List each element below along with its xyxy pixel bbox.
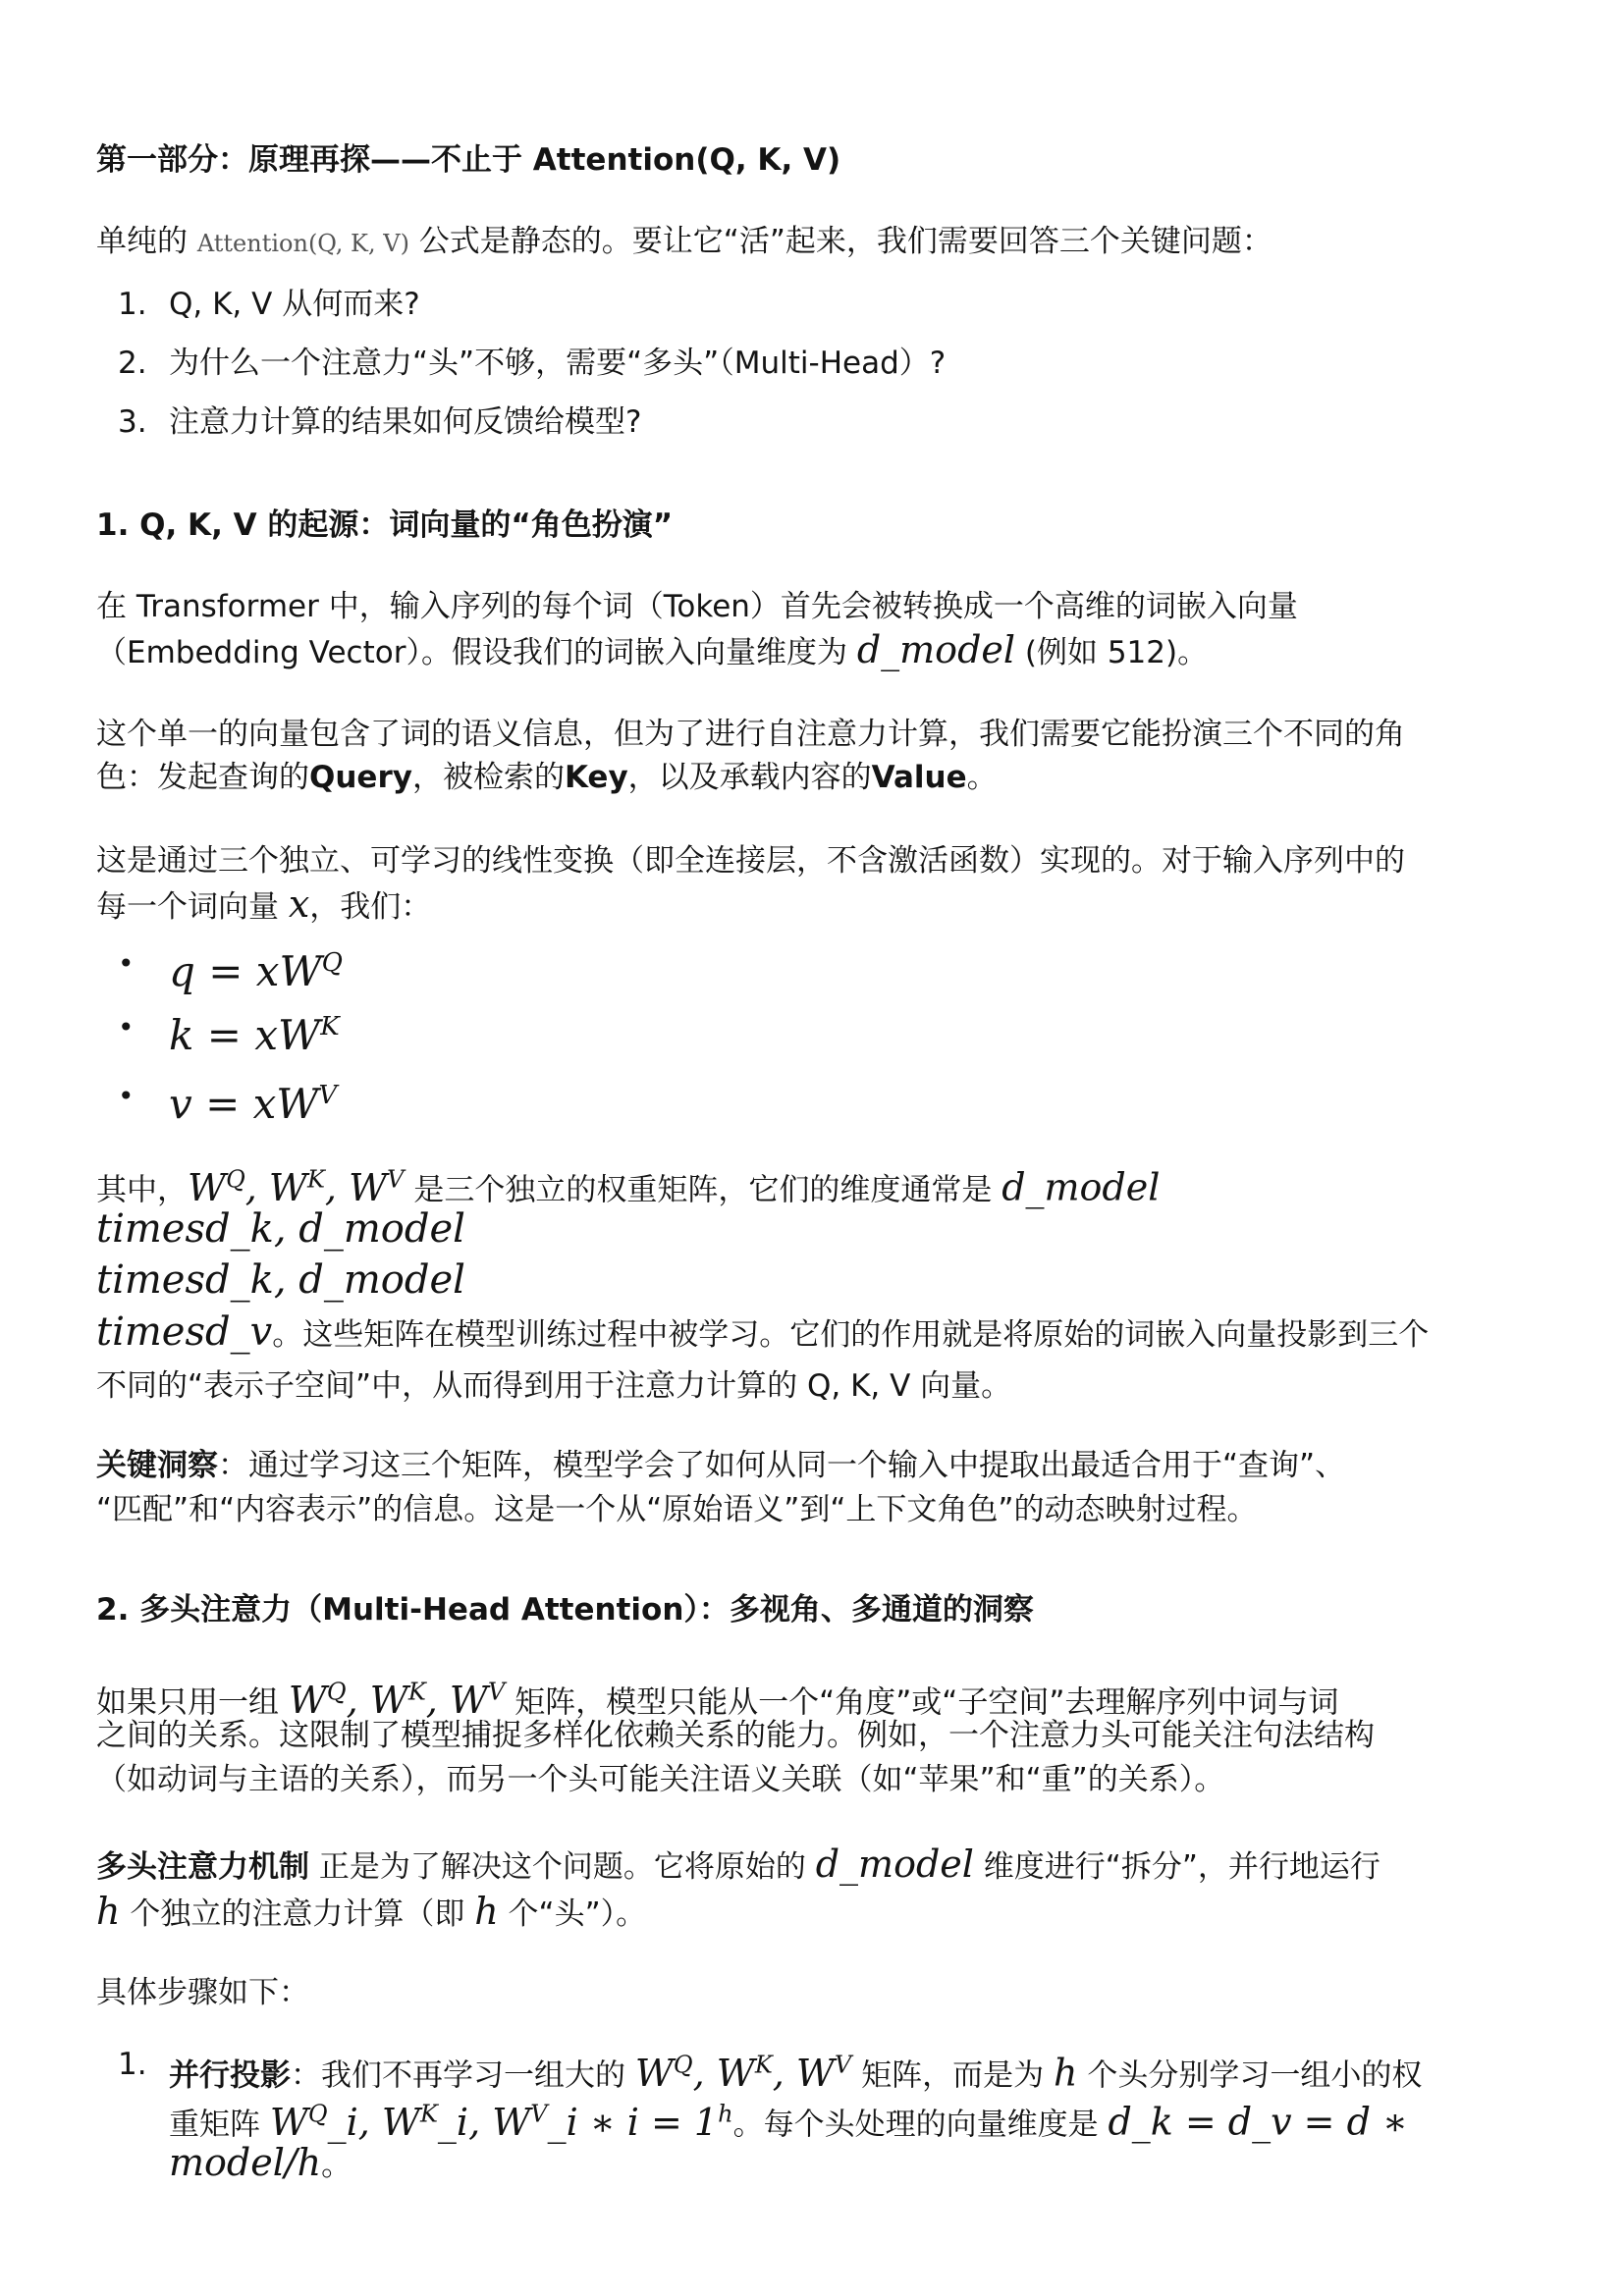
bullet-icon: • [118,1080,135,1112]
math-d-model: d_model [1001,1165,1161,1209]
paragraph-line: 多头注意力机制 正是为了解决这个问题。它将原始的 d_model 维度进行“拆分”，并行地运行 [96,1842,1380,1886]
math-weights: $W^Q$, $W^K$, $W^V$ [288,1678,506,1722]
paragraph-line: 色：发起查询的Query，被检索的Key，以及承载内容的Value。 [96,760,998,795]
paragraph-line: “匹配”和“内容表示”的信息。这是一个从“原始语义”到“上下文角色”的动态映射过程。 [96,1492,1258,1527]
formula-k: $k = xW^K$ [169,1011,340,1059]
part-heading: 第一部分：原理再探——不止于 Attention(Q, K, V) [96,142,841,178]
math-d-model: d_model [856,628,1016,671]
math-line: timesd_k, d_model [96,1206,465,1252]
section-heading: 2. 多头注意力（Multi-Head Attention）：多视角、多通道的洞察 [96,1592,1034,1628]
paragraph-line: 每一个词向量 x，我们： [96,882,432,926]
paragraph-line: 不同的“表示子空间”中，从而得到用于注意力计算的 Q, K, V 向量。 [96,1368,1012,1404]
math-model-h: model/h [169,2141,322,2184]
section-heading: 1. Q, K, V 的起源：词向量的“角色扮演” [96,507,674,543]
document-page: 第一部分：原理再探——不止于 Attention(Q, K, V) 单纯的 Attention(Q, K, V) 公式是静态的。要让它“活”起来，我们需要回答三个关键问题： 1. Q, K, V 从何而来? 2. 为什么一个注意力“头”不够，需要“多头”（Multi-Head）? 3. 注意力计算的结果如何反馈给模型? 1. Q, K, V 的起源：词向量的“角色扮演” 在 Transformer 中，输入序列的每个词（Token）首先会被转换成一个高维的词嵌入向量 （Embedding Vector）。假设我们的词嵌入向量维度为 d_model (例如 512)。 这个单一的向量包含了词的语义信息，但为了进行自注意力计算，我们需要它能扮演三个不同的角 色：发起查询的Query，被检索的Key，以及承载内容的Value。 这是通过三个独立、可学习的线性变换（即全连接层，不含激活函数）实现的。对于输入序列中的 每一个词向量 x，我们： • $q = xW^Q$ • $k = xW^K$ • $v = xW^V$ 其中，$W^Q$, $W^K$, $W^V$ 是三个独立的权重矩阵，它们的维度通常是 d_model timesd_k, d_model timesd_k, d_model timesd_v。这些矩阵在模型训练过程中被学习。它们的作用就是将原始的词嵌入向量投影到三个 不同的“表示子空间”中，从而得到用于注意力计算的 Q, K, V 向量。 关键洞察：通过学习这三个矩阵，模型学会了如何从同一个输入中提取出最适合用于“查询”、 “匹配”和“内容表示”的信息。这是一个从“原始语义”到“上下文角色”的动态映射过程。 2. 多头注意力（Multi-Head Attention）：多视角、多通道的洞察 如果只用一组 $W^Q$, $W^K$, $W^V$ 矩阵，模型只能从一个“角度”或“子空间”去理解序列中词与词 之间的关系。这限制了模型捕捉多样化依赖关系的能力。例如，一个注意力头可能关注句法结构 （如动词与主语的关系），而另一个头可能关注语义关联（如“苹果”和“重”的关系）。 多头注意力机制 正是为了解决这个问题。它将原始的 d_model 维度进行“拆分”，并行地运行 h 个独立的注意力计算（即 h 个“头”）。 具体步骤如下： 1. 并行投影：我们不再学习一组大的 $W^Q$, $W^K$, $W^V$ 矩阵，而是为 h 个头分别学习一组小的权 重矩阵 $W^Q\_i$, $W^K\_i$, $W^V\_i$ ∗ $i = 1^h$。每个头处理的向量维度是 d_k = d_v = d ∗ model/h。 [96,142,1430,2184]
paragraph-line: 这个单一的向量包含了词的语义信息，但为了进行自注意力计算，我们需要它能扮演三个不同的角 [96,717,1405,752]
bullet-icon: • [118,947,135,980]
term-value: Value [871,760,967,795]
math-h: h [474,1890,499,1933]
paragraph-line: 之间的关系。这限制了模型捕捉多样化依赖关系的能力。例如，一个注意力头可能关注句法结构 [96,1718,1375,1753]
formula-code: Attention(Q, K, V) [196,230,409,257]
math-d-model: d_model [815,1842,974,1886]
math-h: h [1054,2051,1078,2095]
math-dims: d_k = d_v = d ∗ [1108,2100,1408,2144]
math-line: timesd_k, d_model [96,1257,465,1303]
math-small-weights: $W^Q\_i$, $W^K\_i$, $W^V\_i$ ∗ $i = 1^h$ [269,2100,733,2144]
paragraph-line: 如果只用一组 $W^Q$, $W^K$, $W^V$ 矩阵，模型只能从一个“角度”或“子空间”去理解序列中词与词 [96,1678,1339,1722]
paragraph-line: 在 Transformer 中，输入序列的每个词（Token）首先会被转换成一个高维的词嵌入向量 [96,589,1298,624]
math-x: x [288,882,310,926]
term-key: Key [564,760,628,795]
insight-label: 关键洞察 [96,1448,218,1483]
paragraph-line: 这是通过三个独立、可学习的线性变换（即全连接层，不含激活函数）实现的。对于输入序列中的 [96,843,1405,879]
formula-q: $q = xW^Q$ [169,947,343,995]
intro-paragraph: 单纯的 Attention(Q, K, V) 公式是静态的。要让它“活”起来，我们需要回答三个关键问题： [96,224,1272,259]
term-query: Query [309,760,412,795]
bullet-icon: • [118,1011,135,1043]
math-weights: $W^Q$, $W^K$, $W^V$ [188,1165,405,1209]
math-times-dv: timesd_v [96,1309,273,1355]
formula-v: $v = xW^V$ [169,1080,338,1128]
paragraph-line: 具体步骤如下： [96,1975,309,2010]
math-weights: $W^Q$, $W^K$, $W^V$ [634,2051,852,2095]
step-label: 并行投影 [169,2057,291,2094]
paragraph-line: model/h。 [169,2141,352,2184]
paragraph-line: （如动词与主语的关系），而另一个头可能关注语义关联（如“苹果”和“重”的关系）。 [96,1762,1225,1797]
paragraph-line: 重矩阵 $W^Q\_i$, $W^K\_i$, $W^V\_i$ ∗ $i = 1^h$。每个头处理的向量维度是 d_k = d_v = d ∗ [169,2100,1408,2144]
paragraph-line: （Embedding Vector）。假设我们的词嵌入向量维度为 d_model (例如 512)。 [96,628,1209,671]
term-multi-head: 多头注意力机制 [96,1849,309,1885]
math-h: h [96,1890,121,1933]
insight-paragraph: 关键洞察：通过学习这三个矩阵，模型学会了如何从同一个输入中提取出最适合用于“查询”、 [96,1448,1346,1483]
paragraph-line: 其中，$W^Q$, $W^K$, $W^V$ 是三个独立的权重矩阵，它们的维度通常是 d_model [96,1165,1161,1209]
paragraph-line: h 个独立的注意力计算（即 h 个“头”）。 [96,1890,647,1933]
paragraph-line: timesd_v。这些矩阵在模型训练过程中被学习。它们的作用就是将原始的词嵌入向量投影到三个 [96,1309,1430,1355]
